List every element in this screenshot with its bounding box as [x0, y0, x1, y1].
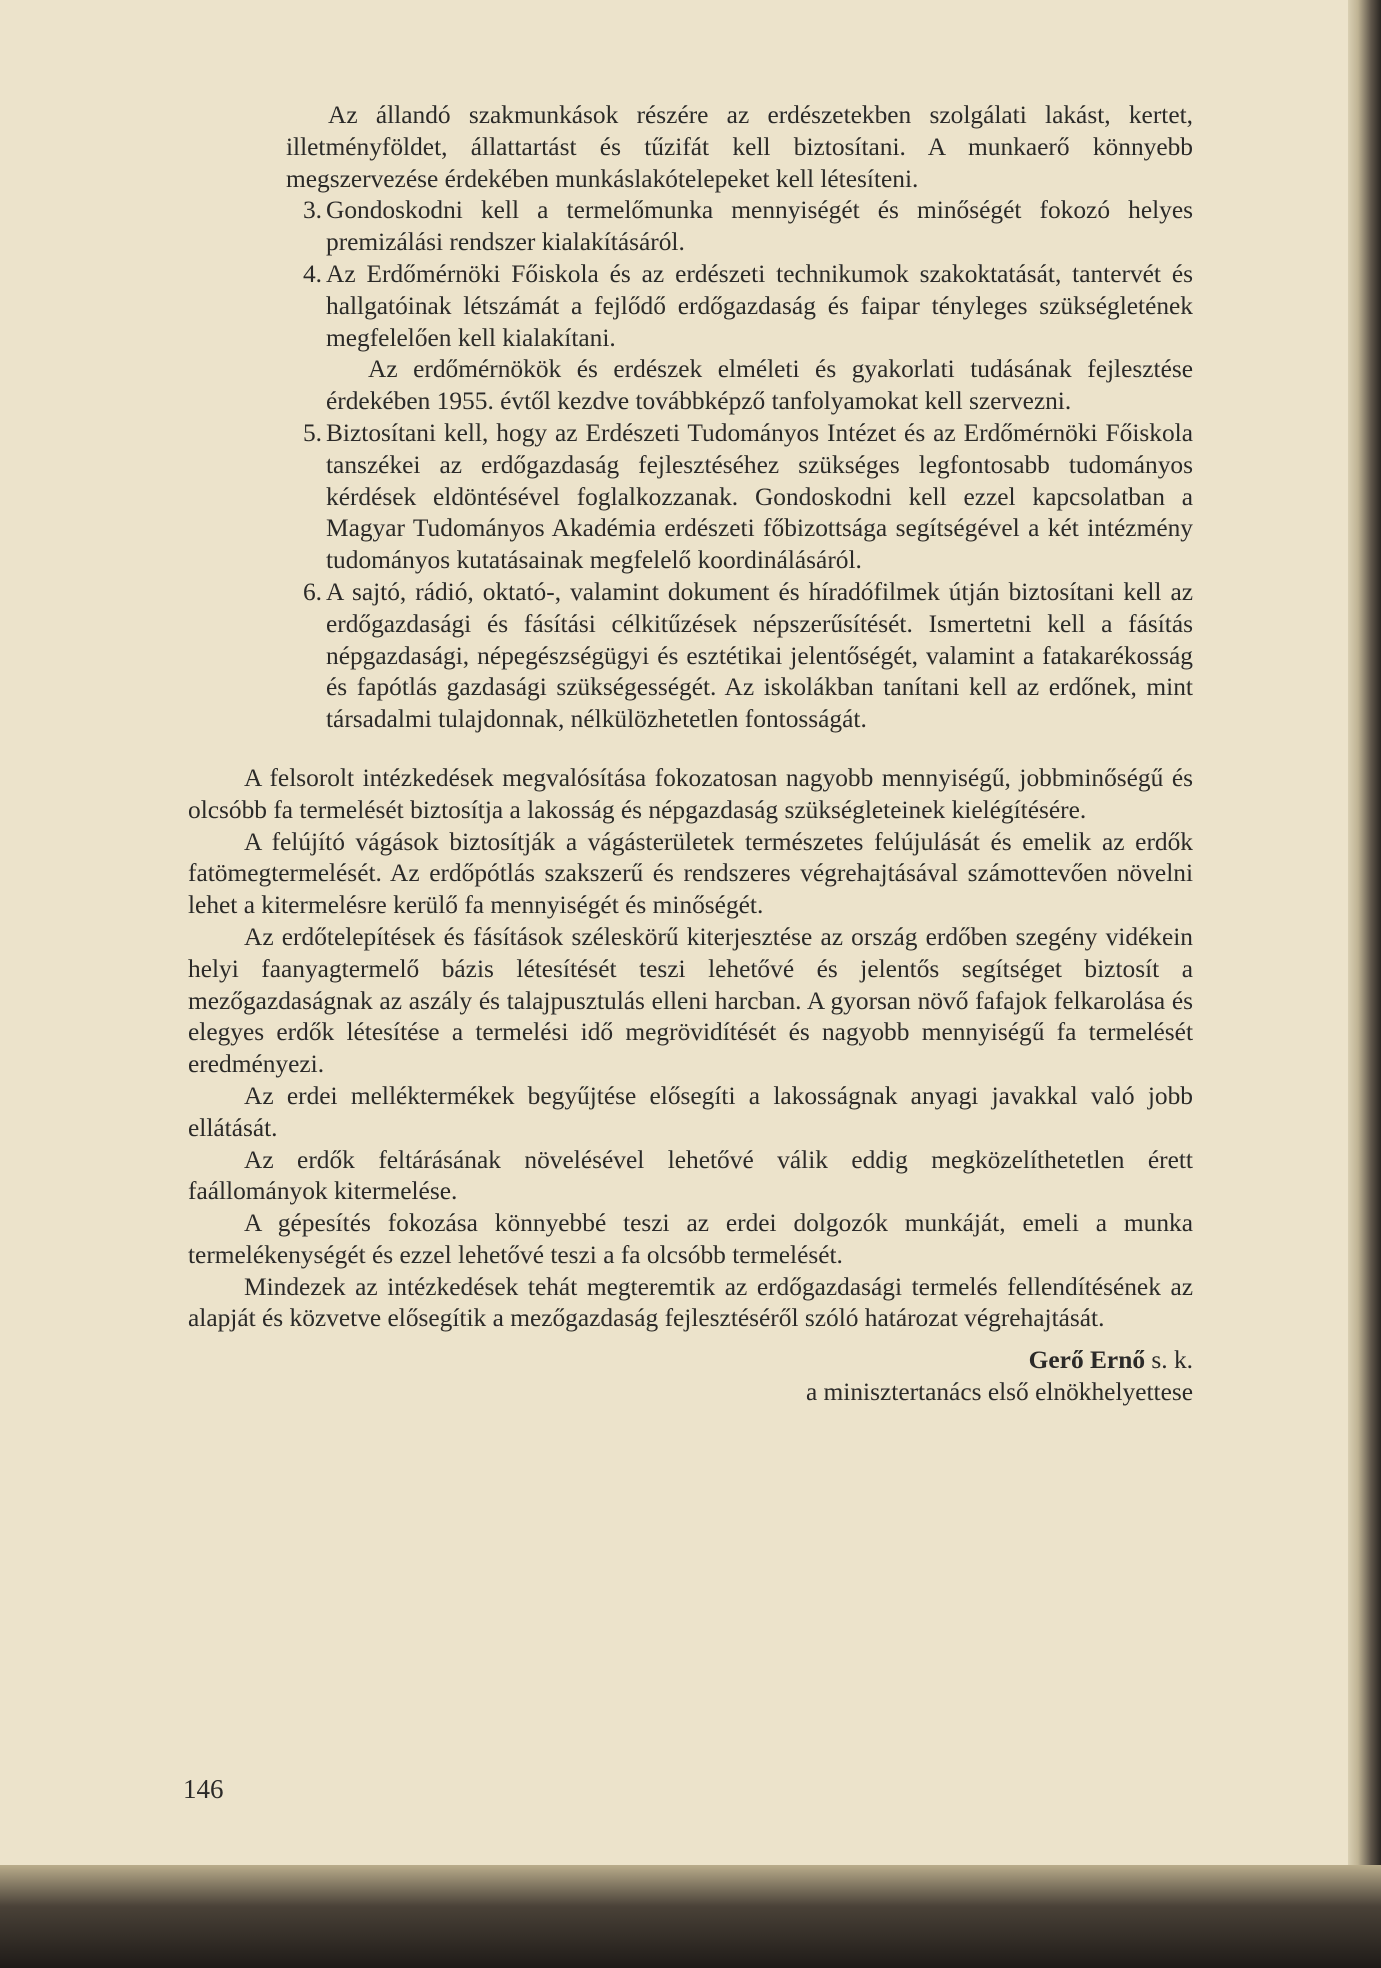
list-item [286, 195, 1193, 259]
item-text: Biztosítani kell, hogy az Erdészeti Tudományos Intézet és az Erdőmérnöki Főiskola tanszékei az erdőgazdaság fejlesztéséhez szükséges legfontosabb tudományos kérdések eldöntésével foglalkozzanak. Gondoskodni kell ezzel kapcsolatban a Magyar Tudományos Akadémia erdészeti főbizottsága segítségével a két intézmény tudományos kutatásainak megfelelő koordinálásáról. [326, 418, 1193, 575]
item-text: A sajtó, rádió, oktató-, valamint dokument és híradófilmek útján biztosítani kell az erdőgazdasági és fásítási célkitűzések népszerűsítését. Ismertetni kell a fásítás népgazdasági, népegészségügyi és esztétikai jelentőségét, valamint a fatakarékosság és fapótlás gazdasági szükségességét. Az iskolákban tanítani kell az erdőnek, mint társadalmi tulajdonnak, nélkülözhetetlen fontosságát. [326, 577, 1193, 734]
paragraph: Az erdőtelepítések és fásítások széleskörű kiterjesztése az ország erdőben szegény vidékein helyi faanyagtermelő bázis létesítését teszi lehetővé és jelentős segítséget biztosít a mezőgazdaságnak az aszály és talajpusztulás elleni harcban. A gyorsan növő fafajok felkarolása és elegyes erdők létesítése a termelési idő megrövidítését és nagyobb mennyiségű fa termelését eredményezi. [188, 922, 1193, 1079]
body-paragraphs [188, 763, 1193, 1335]
page-text [188, 100, 1193, 1409]
signature-line [188, 1345, 1193, 1377]
signature-suffix: s. k. [1151, 1346, 1193, 1375]
item-number: 3. [302, 196, 322, 225]
paragraph: Mindezek az intézkedések tehát megteremtik az erdőgazdasági termelés fellendítésének az alapját és közvetve elősegítik a mezőgazdaság fejlesztéséről szóló határozat végrehajtását. [188, 1272, 1193, 1333]
page-bottom-edge [0, 1865, 1381, 1968]
list-continuation: Az állandó szakmunkások részére az erdészetekben szolgálati lakást, kertet, illetményföldet, állattartást és tűzifát kell biztosítani. A munkaerő könnyebb megszervezése érdekében munkáslakótelepeket kell létesíteni. [286, 101, 1193, 193]
item-text: Az Erdőmérnöki Főiskola és az erdészeti technikumok szakoktatását, tantervét és hallgatóinak létszámát a fejlődő erdőgazdaság és faipar tényleges szükségletének megfelelően kell kialakítani. [326, 259, 1193, 352]
paragraph: A felújító vágások biztosítják a vágásterületek természetes felújulását és emelik az erdők fatömegtermelését. Az erdőpótlás szakszerű és rendszeres végrehajtásával számottevően növelni lehet a kitermelésre kerülő fa mennyiségét és minőségét. [188, 827, 1193, 920]
item-number: 4. [302, 259, 322, 288]
paragraph: A gépesítés fokozása könnyebbé teszi az erdei dolgozók munkáját, emeli a munka termelékenységét és ezzel lehetővé teszi a fa olcsóbb termelését. [188, 1209, 1193, 1269]
paragraph: Az erdei melléktermékek begyűjtése elősegíti a lakosságnak anyagi javakkal való jobb ellátását. [188, 1081, 1193, 1142]
signatory-title: a minisztertanács első elnökhelyettese [805, 1378, 1193, 1407]
list-subparagraph: Az erdőmérnökök és erdészek elméleti és gyakorlati tudásának fejlesztése érdekében 1955. évtől kezdve továbbképző tanfolyamokat kell szervezni. [326, 355, 1193, 416]
item-text: Gondoskodni kell a termelőmunka mennyiségét és minőségét fokozó helyes premizálási rendszer kialakításáról. [326, 196, 1193, 257]
item-number: 6. [302, 577, 322, 606]
numbered-list [188, 100, 1193, 736]
signatory-name: Gerő Ernő [1028, 1346, 1146, 1375]
page-number: 146 [183, 1774, 224, 1804]
book-gutter [1348, 0, 1381, 1968]
item-number: 5. [302, 418, 322, 447]
list-item [286, 577, 1193, 736]
list-item [286, 418, 1193, 577]
paragraph: A felsorolt intézkedések megvalósítása fokozatosan nagyobb mennyiségű, jobbminőségű és olcsóbb fa termelését biztosítja a lakosság és népgazdaság szükségleteinek kielégítésére. [188, 763, 1193, 824]
list-item [286, 259, 1193, 354]
paragraph: Az erdők feltárásának növelésével lehetővé válik eddig megközelíthetetlen érett faállományok kitermelése. [188, 1145, 1193, 1206]
